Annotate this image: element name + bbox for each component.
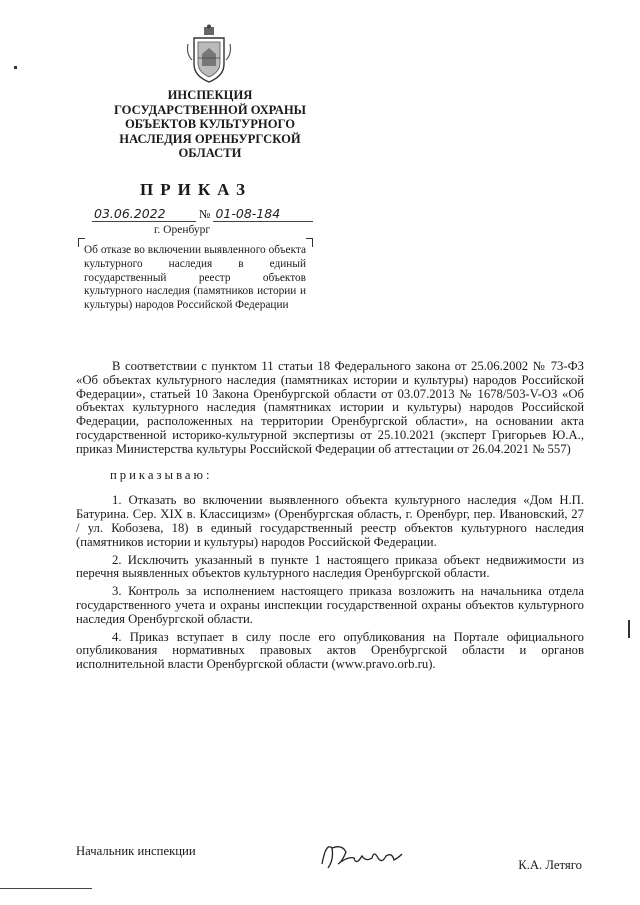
city: г. Оренбург xyxy=(154,224,211,236)
org-line: НАСЛЕДИЯ ОРЕНБУРГСКОЙ xyxy=(119,131,301,146)
document-subject: Об отказе во включении выявленного объекта культурного наследия в единый государственный реестр объектов культурного наследия (памятников истории и культуры) народов Российской Федерации xyxy=(84,244,306,312)
document-body xyxy=(76,360,584,676)
org-line: ОБЛАСТИ xyxy=(178,146,242,161)
order-item: 2. Исключить указанный в пункте 1 настоящего приказа объект недвижимости из перечня выявленных объектов культурного наследия Оренбургской области. xyxy=(76,552,584,581)
org-line: ОБЪЕКТОВ КУЛЬТУРНОГО xyxy=(124,117,296,132)
preamble: В соответствии с пунктом 11 статьи 18 Федерального закона от 25.06.2002 № 73-ФЗ «Об объектах культурного наследия (памятниках истории и культуры) народов Российской Федерации», статьей 10 Закона Оренбургской области от 03.07.2013 № 1678/503-V-ОЗ «Об объектах культурного наследия (памятниках истории и культуры) народов Российской Федерации, расположенных на территории Оренбургской области», на основании акта государственной историко-культурной экспертизы от 25.10.2021 (эксперт Григорьев Ю.А., приказ Министерства культуры Российской Федерации об аттестации от 26.04.2021 № 557) xyxy=(76,359,584,456)
subject-bracket-right xyxy=(306,238,313,247)
number-sign: № xyxy=(199,207,211,221)
signer-name: К.А. Летяго xyxy=(518,858,582,872)
order-item: 3. Контроль за исполнением настоящего приказа возложить на начальника отдела государственного учета и охраны инспекции государственной охраны объектов культурного наследия Оренбургской области. xyxy=(76,584,584,626)
order-word: приказываю: xyxy=(110,467,213,482)
scan-mark xyxy=(14,66,17,69)
organization-name xyxy=(92,88,328,161)
order-item: 1. Отказать во включении выявленного объекта культурного наследия «Дом Н.П. Батурина. Сер. XIX в. Классицизм» (Оренбургская область, г. Оренбург, пер. Ивановский, 27 / ул. Кобозева, 18) в единый государственный реестр объектов культурного наследия (памятников истории и культуры) народов Российской Федерации. xyxy=(76,493,584,549)
document-date: 03.06.2022 xyxy=(92,206,196,222)
document-number: 01-08-184 xyxy=(213,206,313,222)
signer-position: Начальник инспекции xyxy=(76,844,196,858)
date-number-line xyxy=(92,206,332,222)
scan-mark xyxy=(628,620,630,638)
coat-of-arms-icon xyxy=(186,24,232,84)
handwritten-signature xyxy=(316,838,416,872)
org-line: ИНСПЕКЦИЯ xyxy=(167,88,253,102)
order-item: 4. Приказ вступает в силу после его опубликования на Портале официального опубликования нормативных правовых актов Оренбургской области и органов исполнительной власти Оренбургской области (www.pravo.orb.ru). xyxy=(76,629,584,672)
org-line: ГОСУДАРСТВЕННОЙ ОХРАНЫ xyxy=(113,102,307,117)
footer-line xyxy=(0,888,92,889)
document-type: ПРИКАЗ xyxy=(140,180,252,199)
signature-block xyxy=(76,842,584,872)
